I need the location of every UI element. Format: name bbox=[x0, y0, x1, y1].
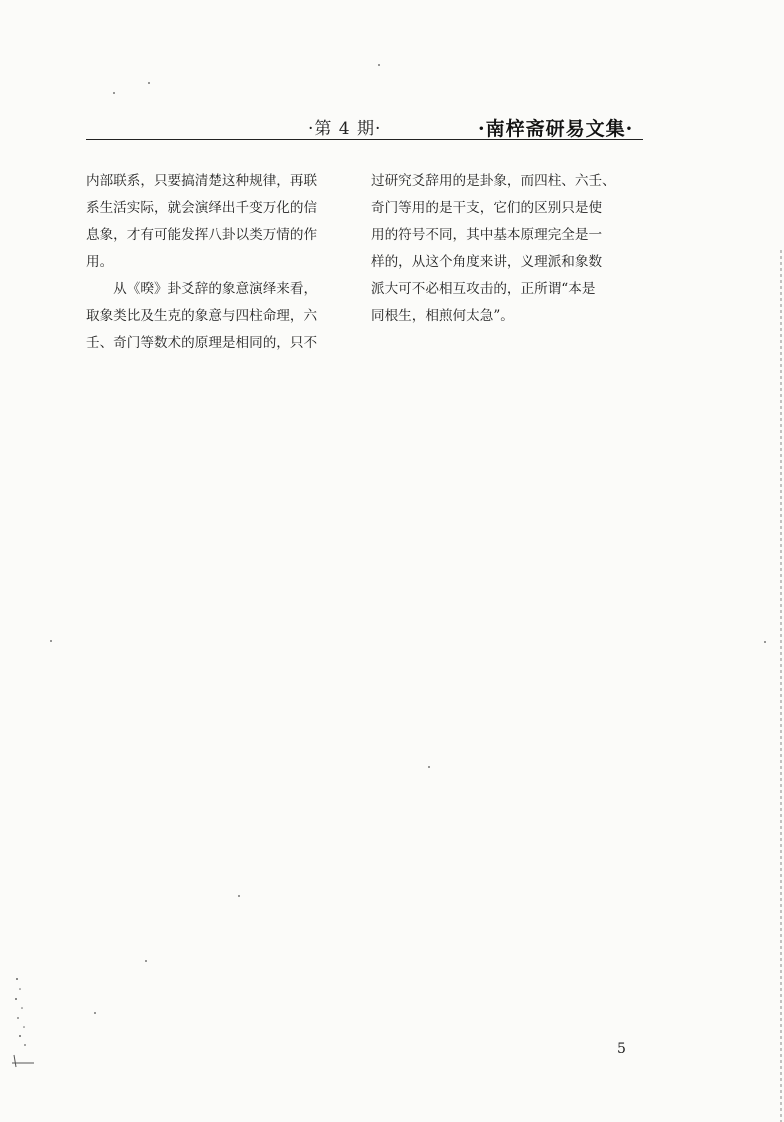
page-header bbox=[0, 0, 784, 150]
text-line: 从《暌》卦爻辞的象意演绎来看， bbox=[86, 281, 318, 297]
text-line: 系生活实际，就会演绎出千变万化的信 bbox=[86, 200, 318, 216]
header-rule bbox=[86, 139, 643, 140]
scan-speck bbox=[50, 640, 52, 642]
text-line: 壬、奇门等数术的原理是相同的，只不 bbox=[86, 335, 318, 351]
text-line: 样的，从这个角度来讲，义理派和象数 bbox=[371, 254, 603, 270]
scan-speck bbox=[148, 82, 150, 84]
scan-speck bbox=[94, 1012, 96, 1014]
text-line: 内部联系，只要搞清楚这种规律，再联 bbox=[86, 173, 318, 189]
text-line: 奇门等用的是干支，它们的区别只是使 bbox=[371, 200, 603, 216]
journal-title: ·南梓斋研易文集· bbox=[478, 118, 634, 140]
scan-speck bbox=[428, 766, 430, 768]
left-text-column bbox=[86, 168, 356, 357]
text-line: 取象类比及生克的象意与四柱命理，六 bbox=[86, 308, 318, 324]
text-line: 息象，才有可能发挥八卦以类万情的作 bbox=[86, 227, 318, 243]
scan-artifact bbox=[8, 975, 38, 1070]
scan-speck bbox=[113, 92, 115, 94]
text-line: 同根生，相煎何太急”。 bbox=[371, 308, 514, 324]
scan-speck bbox=[764, 641, 766, 643]
right-text-column bbox=[371, 168, 641, 330]
text-line: 用的符号不同，其中基本原理完全是一 bbox=[371, 227, 603, 243]
issue-label: ·第 4 期· bbox=[308, 119, 382, 139]
scan-speck bbox=[238, 895, 240, 897]
text-line: 派大可不必相互攻击的，正所谓“本是 bbox=[371, 281, 596, 297]
text-line: 过研究爻辞用的是卦象，而四柱、六壬、 bbox=[371, 173, 616, 189]
scan-speck bbox=[378, 64, 380, 66]
scan-speck bbox=[145, 960, 147, 962]
page-number: 5 bbox=[617, 1041, 626, 1057]
text-line: 用。 bbox=[86, 254, 114, 270]
scan-edge bbox=[780, 250, 782, 1122]
